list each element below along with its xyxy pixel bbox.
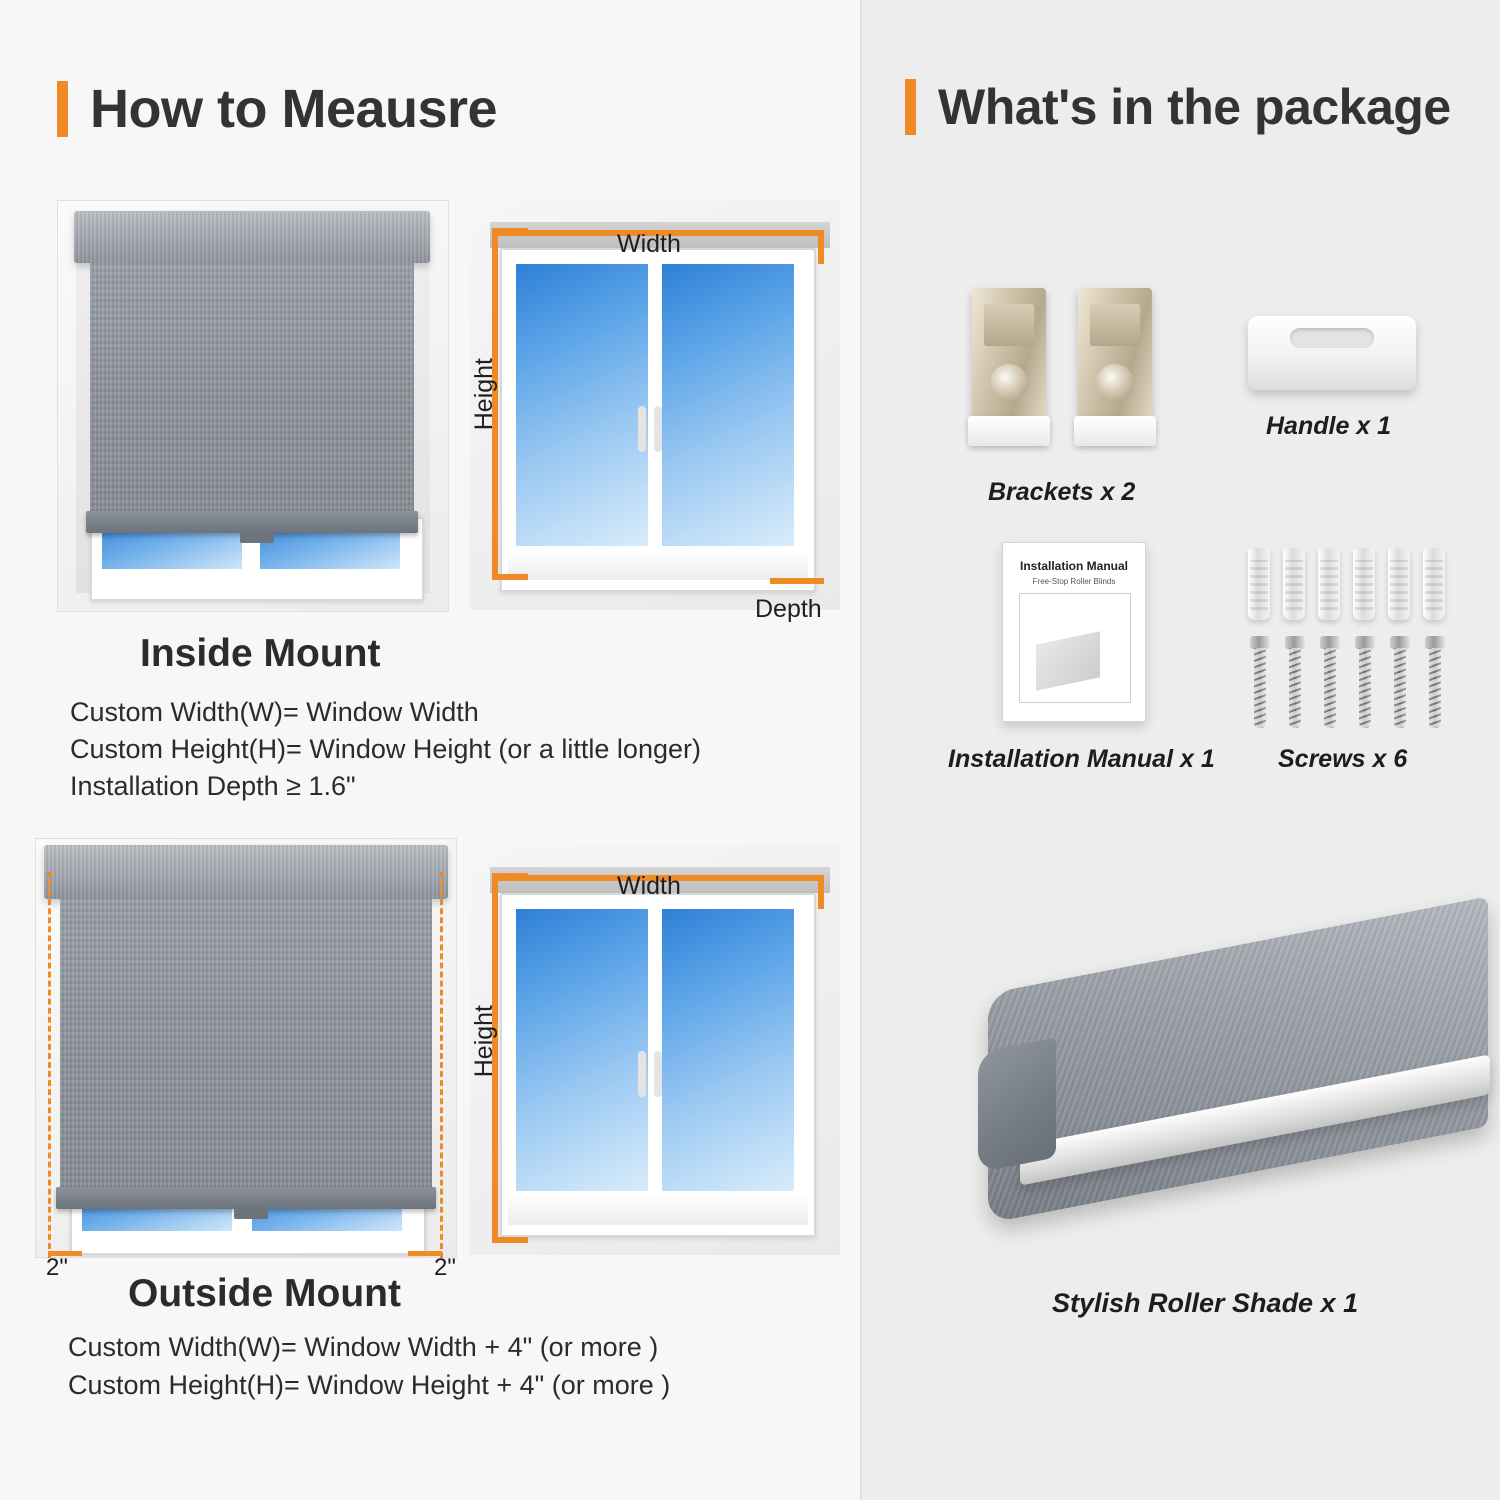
outside-mount-title: Outside Mount bbox=[128, 1272, 401, 1315]
outside-mount-line-2: Custom Height(H)= Window Height + 4" (or more ) bbox=[68, 1370, 671, 1400]
wall-anchor-4 bbox=[1353, 548, 1375, 620]
overhang-guide-left bbox=[48, 872, 51, 1258]
outside-mount-diagram bbox=[470, 845, 840, 1255]
window-pane-right bbox=[260, 529, 400, 569]
label-height-outside: Height bbox=[470, 1005, 498, 1078]
panel-divider bbox=[860, 0, 862, 1500]
bracket-item-2 bbox=[1078, 288, 1152, 438]
label-height-inside: Height bbox=[470, 358, 498, 431]
roller-shade-item bbox=[960, 925, 1480, 1255]
wall-anchor-1 bbox=[1248, 548, 1270, 620]
screw-5 bbox=[1390, 636, 1410, 728]
screw-shaft bbox=[1289, 648, 1301, 728]
window-handle-left bbox=[638, 406, 646, 452]
heading-how-to-measure-label: How to Meausre bbox=[90, 79, 498, 139]
shade-pull-handle bbox=[240, 531, 274, 543]
caption-handle: Handle x 1 bbox=[1266, 412, 1392, 440]
shade-bottom-bar bbox=[86, 511, 418, 533]
window-pane-left bbox=[102, 529, 242, 569]
inside-mount-line-3: Installation Depth ≥ 1.6" bbox=[70, 771, 356, 801]
wall-anchor-5 bbox=[1388, 548, 1410, 620]
wall-anchor-6 bbox=[1423, 548, 1445, 620]
wall-anchor-3 bbox=[1318, 548, 1340, 620]
accent-bar-icon bbox=[57, 81, 68, 137]
manual-title: Installation Manual bbox=[1019, 559, 1128, 573]
heading-package bbox=[905, 78, 1451, 136]
width-measure-tick-right bbox=[818, 875, 824, 909]
roller-shade-end-cap bbox=[978, 1037, 1056, 1172]
shade-bottom-bar bbox=[56, 1187, 436, 1209]
height-measure-tick-bottom bbox=[492, 1237, 528, 1243]
installation-manual-item bbox=[1002, 542, 1146, 722]
screw-1 bbox=[1250, 636, 1270, 728]
window-sill bbox=[508, 550, 808, 580]
bracket-item-1 bbox=[972, 288, 1046, 438]
screw-3 bbox=[1320, 636, 1340, 728]
inside-mount-diagram bbox=[470, 200, 840, 610]
label-width-inside: Width bbox=[617, 230, 681, 258]
screw-4 bbox=[1355, 636, 1375, 728]
window-handle-left bbox=[638, 1051, 646, 1097]
label-depth-inside: Depth bbox=[755, 595, 822, 623]
bracket-base-plate bbox=[968, 416, 1050, 446]
shade-fabric bbox=[60, 899, 432, 1191]
screw-shaft bbox=[1394, 648, 1406, 728]
width-measure-tick-right bbox=[818, 230, 824, 264]
caption-roller-shade: Stylish Roller Shade x 1 bbox=[1052, 1288, 1359, 1318]
shade-cassette bbox=[74, 211, 430, 263]
window-frame bbox=[500, 248, 816, 592]
outside-mount-line-1: Custom Width(W)= Window Width + 4" (or more ) bbox=[68, 1332, 659, 1362]
depth-measure-line bbox=[770, 578, 824, 584]
window-sill bbox=[508, 1195, 808, 1225]
heading-package-label: What's in the package bbox=[938, 79, 1451, 135]
window-pane-left bbox=[516, 909, 648, 1191]
manual-subtitle: Free-Stop Roller Blinds bbox=[1032, 577, 1116, 586]
caption-brackets: Brackets x 2 bbox=[988, 478, 1136, 506]
shade-cassette bbox=[44, 845, 448, 899]
overhang-guide-right bbox=[440, 872, 443, 1258]
accent-bar-icon bbox=[905, 79, 916, 135]
caption-manual: Installation Manual x 1 bbox=[948, 745, 1215, 773]
window-frame bbox=[500, 893, 816, 1237]
screw-6 bbox=[1425, 636, 1445, 728]
window-pane-left bbox=[516, 264, 648, 546]
window-handle-right bbox=[654, 1051, 662, 1097]
shade-pull-handle bbox=[234, 1207, 268, 1219]
inside-mount-line-1: Custom Width(W)= Window Width bbox=[70, 697, 479, 727]
caption-screws: Screws x 6 bbox=[1278, 745, 1408, 773]
height-measure-tick-bottom bbox=[492, 574, 528, 580]
screw-shaft bbox=[1324, 648, 1336, 728]
inside-mount-line-2: Custom Height(H)= Window Height (or a little longer) bbox=[70, 734, 701, 764]
heading-how-to-measure bbox=[57, 78, 497, 140]
label-overhang-right: 2" bbox=[434, 1254, 456, 1281]
label-overhang-left: 2" bbox=[46, 1254, 68, 1281]
inside-mount-photo bbox=[57, 200, 449, 612]
wall-anchor-2 bbox=[1283, 548, 1305, 620]
handle-item bbox=[1248, 316, 1416, 390]
screw-2 bbox=[1285, 636, 1305, 728]
shade-fabric bbox=[90, 263, 414, 515]
screw-shaft bbox=[1359, 648, 1371, 728]
screw-shaft bbox=[1429, 648, 1441, 728]
screw-shaft bbox=[1254, 648, 1266, 728]
manual-illustration bbox=[1019, 593, 1131, 703]
window-pane-right bbox=[662, 264, 794, 546]
inside-mount-title: Inside Mount bbox=[140, 632, 381, 675]
window-handle-right bbox=[654, 406, 662, 452]
bracket-base-plate bbox=[1074, 416, 1156, 446]
window-pane-right bbox=[662, 909, 794, 1191]
label-width-outside: Width bbox=[617, 872, 681, 900]
outside-mount-photo bbox=[35, 838, 457, 1258]
